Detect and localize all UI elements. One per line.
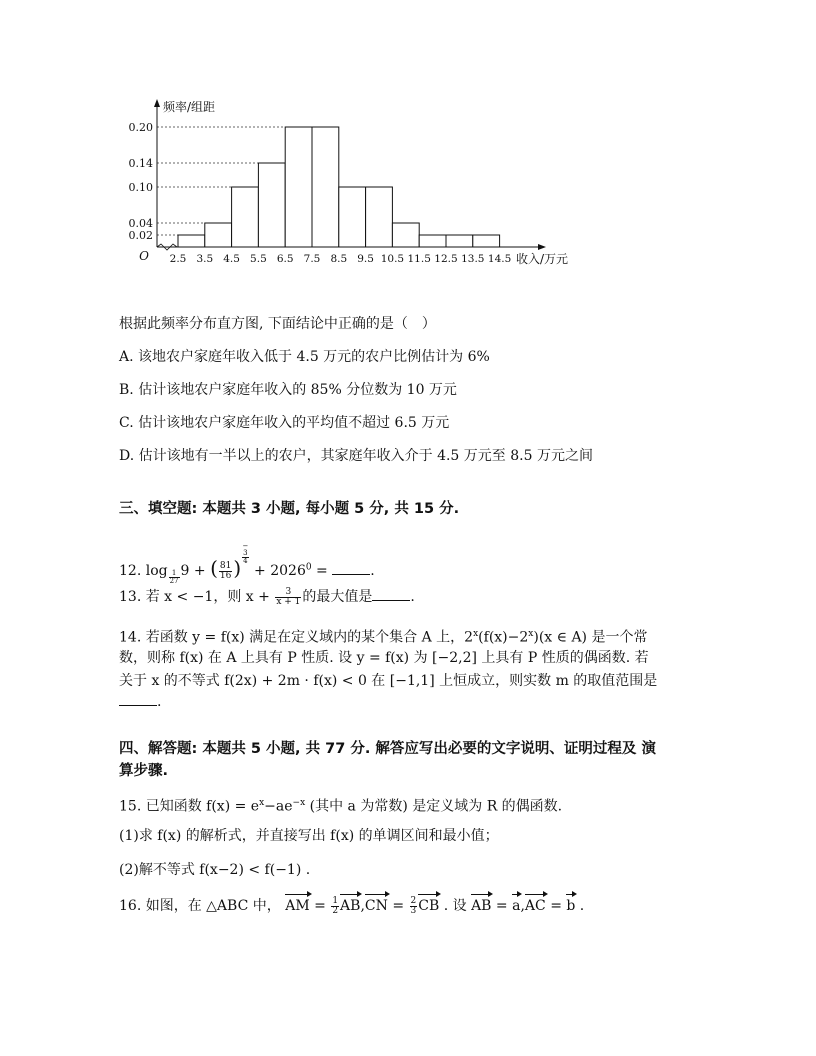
y-tick-label: 0.04 xyxy=(128,217,153,230)
section-4-heading-line2: 算步骤. xyxy=(119,763,169,779)
histogram-bar xyxy=(446,235,473,247)
x-tick-label: 3.5 xyxy=(196,253,214,265)
histogram-bar xyxy=(312,127,339,247)
x-tick-label: 7.5 xyxy=(303,253,321,265)
x-axis-arrow xyxy=(538,244,546,250)
question-14-line3: 关于 x 的不等式 f(2x) + 2m · f(x) < 0 在 [−1,1] 上恒成立，则实数 m 的取值范围是 xyxy=(119,673,658,689)
x-tick-label: 12.5 xyxy=(434,253,458,265)
question-16: 16. 如图，在 △ABC 中， AM = $\frac{1}{2}$ AB,CN = $\frac{2}{3}$ CB . 设 AB = a,AC = b . xyxy=(119,895,585,916)
question-13: 13. 若 x < −1，则 x + $\frac{3}{x + 1}$ 的最大值是 . xyxy=(119,586,415,607)
question-14-line4: . xyxy=(119,692,161,712)
x-tick-label: 11.5 xyxy=(407,253,431,265)
frequency-histogram xyxy=(120,95,590,275)
histogram-bar xyxy=(339,187,366,247)
x-tick-label: 6.5 xyxy=(276,253,294,265)
y-tick-label: 0.20 xyxy=(128,121,153,134)
histogram-bar xyxy=(285,127,312,247)
histogram-bar xyxy=(473,235,500,247)
question-12: 12. log $\frac{1}{27}$ 9 + ( $\frac{81}{16}$ )− 3 4 + $2026^0$ = . xyxy=(119,542,375,585)
question-stem: 根据此频率分布直方图, 下面结论中正确的是（ ） xyxy=(119,316,436,332)
question-15-part1: (1)求 f(x) 的解析式，并直接写出 f(x) 的单调区间和最小值； xyxy=(119,828,499,844)
option-a: A. 该地农户家庭年收入低于 4.5 万元的农户比例估计为 6% xyxy=(119,349,490,365)
question-14-line1: 14. 若函数 y = f(x) 满足在定义域内的某个集合 A 上，$2^x(f(x)-2^x)(x$ ∈ A) 是一个常 xyxy=(119,629,648,646)
x-axis-label: 收入/万元 xyxy=(516,252,569,266)
histogram-bar xyxy=(178,235,205,247)
x-tick-label: 8.5 xyxy=(330,253,348,265)
answer-blank-13 xyxy=(372,588,410,601)
histogram-bar xyxy=(419,235,446,247)
y-tick-label: 0.02 xyxy=(128,229,153,242)
answer-blank-12 xyxy=(332,562,370,575)
x-tick-label: 9.5 xyxy=(357,253,374,265)
histogram-bar xyxy=(366,187,393,247)
question-15: 15. 已知函数 $f(x) = e^x-ae^{-x}$ (其中 a 为常数) 是定义域为 R 的偶函数. xyxy=(119,798,563,815)
option-b: B. 估计该地农户家庭年收入的 85% 分位数为 10 万元 xyxy=(119,382,457,398)
x-tick-label: 10.5 xyxy=(380,253,405,265)
y-tick-label: 0.10 xyxy=(128,181,153,194)
option-c: C. 估计该地农户家庭年收入的平均值不超过 6.5 万元 xyxy=(119,415,450,431)
question-14-line2: 数，则称 f(x) 在 A 上具有 P 性质. 设 y = f(x) 为 [−2,2] 上具有 P 性质的偶函数. 若 xyxy=(119,650,649,666)
answer-blank-14 xyxy=(119,693,157,706)
histogram-bar xyxy=(205,223,232,247)
y-tick-label: 0.14 xyxy=(128,157,153,170)
section-3-heading: 三、填空题: 本题共 3 小题, 每小题 5 分, 共 15 分. xyxy=(119,501,460,517)
histogram-bar xyxy=(232,187,259,247)
section-4-heading-line1: 四、解答题: 本题共 5 小题, 共 77 分. 解答应写出必要的文字说明、证明过程及 演 xyxy=(119,741,656,757)
y-axis-arrow xyxy=(154,99,160,107)
x-tick-label: 4.5 xyxy=(223,253,240,265)
y-axis-label: 频率/组距 xyxy=(163,100,216,114)
x-tick-label: 2.5 xyxy=(169,253,187,265)
question-15-part2: (2)解不等式 f(x−2) < f(−1) . xyxy=(119,862,311,878)
histogram-bar xyxy=(258,163,285,247)
option-d: D. 估计该地有一半以上的农户，其家庭年收入介于 4.5 万元至 8.5 万元之间 xyxy=(119,448,593,464)
x-tick-label: 14.5 xyxy=(487,253,512,265)
x-tick-label: 13.5 xyxy=(461,253,485,265)
histogram-bar xyxy=(392,223,419,247)
x-tick-label: 5.5 xyxy=(250,253,267,265)
origin-label: O xyxy=(139,249,149,263)
